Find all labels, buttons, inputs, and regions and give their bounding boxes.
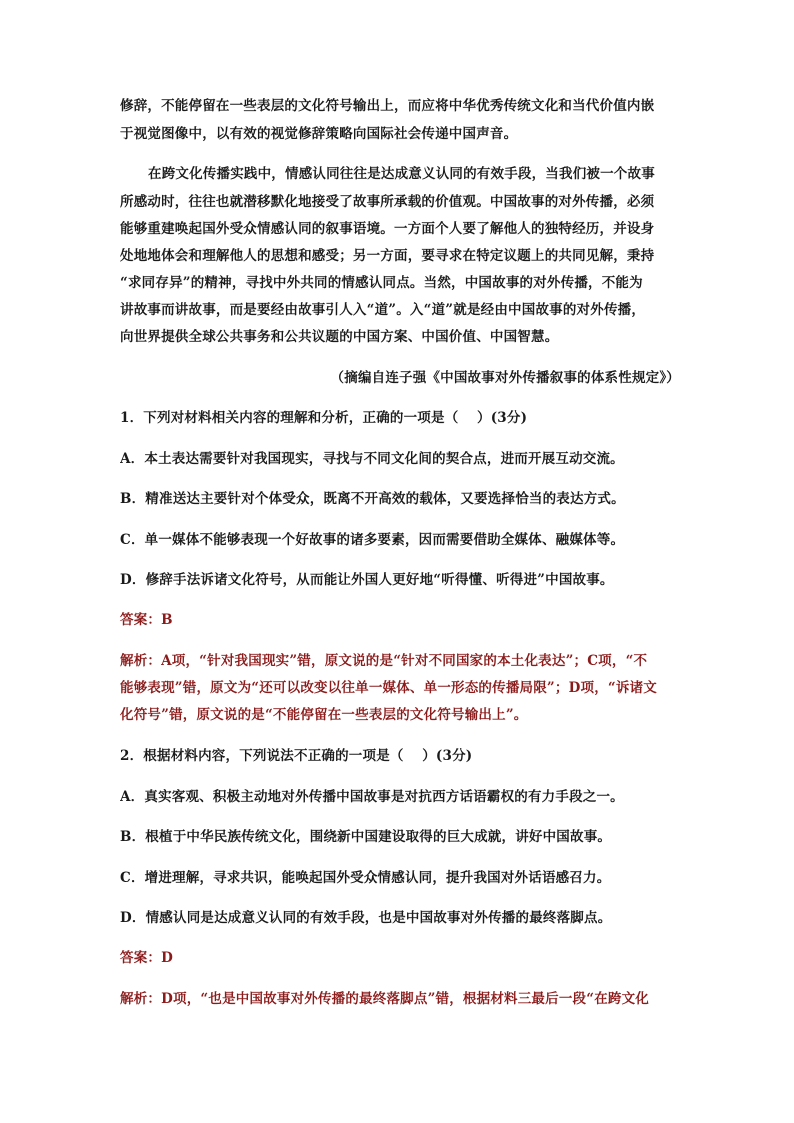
question-2-option-b: B．根植于中华民族传统文化，围绕新中国建设取得的巨大成就，讲好中国故事。 (120, 829, 612, 845)
question-1-answer: 答案：B (120, 612, 173, 628)
intro-line: 修辞，不能停留在一些表层的文化符号输出上，而应将中华优秀传统文化和当代价值内嵌 (120, 98, 655, 114)
question-1-analysis: 能够表现”错，原文为“还可以改变以往单一媒体、单一形态的传播局限”；D项，“诉诸文 (120, 680, 657, 696)
intro-line: 于视觉图像中，以有效的视觉修辞策略向国际社会传递中国声音。 (120, 126, 518, 142)
question-2-analysis: 解析：D项，“也是中国故事对外传播的最终落脚点”错，根据材料三最后一段“在跨文化 (120, 991, 650, 1007)
paragraph-line: “求同存异”的精神，寻找中外共同的情感认同点。当然，中国故事的对外传播，不能为 (120, 275, 643, 291)
question-2-stem: 2．根据材料内容，下列说法不正确的一项是（ ）(3分) (120, 748, 473, 764)
question-1-option-b: B．精准送达主要针对个体受众，既离不开高效的载体，又要选择恰当的表达方式。 (120, 491, 625, 507)
question-1-option-a: A．本土表达需要针对我国现实，寻找与不同文化间的契合点，进而开展互动交流。 (120, 451, 624, 467)
paragraph-line: 能够重建唤起国外受众情感认同的叙事语境。一方面个人要了解他人的独特经历，并设身 (120, 221, 655, 237)
question-1-analysis: 化符号”错，原文说的是“不能停留在一些表层的文化符号输出上”。 (120, 707, 528, 723)
source-citation: （摘编自连子强《中国故事对外传播叙事的体系性规定》） (330, 370, 680, 386)
question-2-option-c: C．增进理解，寻求共识，能唤起国外受众情感认同，提升我国对外话语感召力。 (120, 870, 611, 886)
paragraph-line: 所感动时，往往也就潜移默化地接受了故事所承载的价值观。中国故事的对外传播，必须 (120, 194, 655, 210)
question-2-answer: 答案：D (120, 950, 174, 966)
paragraph-line: 在跨文化传播实践中，情感认同往往是达成意义认同的有效手段，当我们被一个故事 (148, 166, 655, 182)
question-1-option-c: C．单一媒体不能够表现一个好故事的诸多要素，因而需要借助全媒体、融媒体等。 (120, 532, 625, 548)
question-1-stem: 1．下列对材料相关内容的理解和分析，正确的一项是（ ）(3分) (120, 410, 528, 426)
question-2-option-a: A．真实客观、积极主动地对外传播中国故事是对抗西方话语霸权的有力手段之一。 (120, 789, 624, 805)
question-1-analysis: 解析：A项，“针对我国现实”错，原文说的是“针对不同国家的本土化表达”；C项，“不 (120, 653, 648, 669)
paragraph-line: 向世界提供全球公共事务和公共议题的中国方案、中国价值、中国智慧。 (120, 329, 559, 345)
question-2-option-d: D．情感认同是达成意义认同的有效手段，也是中国故事对外传播的最终落脚点。 (120, 910, 612, 926)
paragraph-line: 处地地体会和理解他人的思想和感受；另一方面，要寻求在特定议题上的共同见解，秉持 (120, 248, 655, 264)
question-1-option-d: D．修辞手法诉诸文化符号，从而能让外国人更好地“听得懂、听得进”中国故事。 (120, 572, 614, 588)
paragraph-line: 讲故事而讲故事，而是要经由故事引人入“道”。入“道”就是经由中国故事的对外传播， (120, 302, 646, 318)
